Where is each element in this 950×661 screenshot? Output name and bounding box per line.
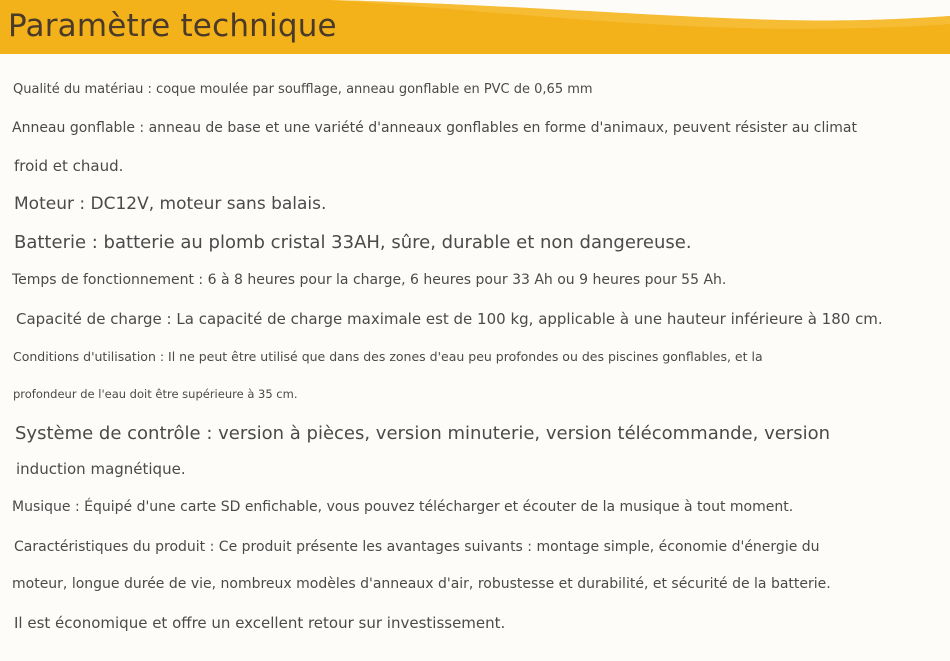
spec-line-conditions-2: profondeur de l'eau doit être supérieure à 35 cm.	[13, 387, 298, 401]
spec-line-ring-2: froid et chaud.	[14, 157, 124, 175]
spec-line-music: Musique : Équipé d'une carte SD enfichable, vous pouvez télécharger et écouter de la musique à tout moment.	[12, 499, 794, 515]
spec-line-ring-1: Anneau gonflable : anneau de base et une variété d'anneaux gonflables en forme d'animaux, peuvent résister au climat	[12, 120, 857, 136]
spec-line-load: Capacité de charge : La capacité de charge maximale est de 100 kg, applicable à une hauteur inférieure à 180 cm.	[16, 310, 883, 328]
spec-line-features-1: Caractéristiques du produit : Ce produit présente les avantages suivants : montage simple, économie d'énergie du	[14, 539, 820, 555]
spec-line-material: Qualité du matériau : coque moulée par soufflage, anneau gonflable en PVC de 0,65 mm	[13, 82, 593, 97]
spec-line-runtime: Temps de fonctionnement : 6 à 8 heures pour la charge, 6 heures pour 33 Ah ou 9 heures pour 55 Ah.	[12, 272, 727, 288]
spec-line-features-2: moteur, longue durée de vie, nombreux modèles d'anneaux d'air, robustesse et durabilité, et sécurité de la batterie.	[12, 576, 831, 592]
spec-line-control-2: induction magnétique.	[16, 460, 186, 478]
spec-line-economy: Il est économique et offre un excellent retour sur investissement.	[14, 614, 506, 632]
spec-line-motor: Moteur : DC12V, moteur sans balais.	[14, 194, 327, 214]
page-title: Paramètre technique	[8, 8, 337, 44]
spec-line-conditions-1: Conditions d'utilisation : Il ne peut être utilisé que dans des zones d'eau peu profondes ou des piscines gonflables, et la	[13, 349, 763, 364]
spec-line-control-1: Système de contrôle : version à pièces, version minuterie, version télécommande, version	[15, 423, 831, 444]
spec-line-battery: Batterie : batterie au plomb cristal 33AH, sûre, durable et non dangereuse.	[14, 232, 692, 253]
